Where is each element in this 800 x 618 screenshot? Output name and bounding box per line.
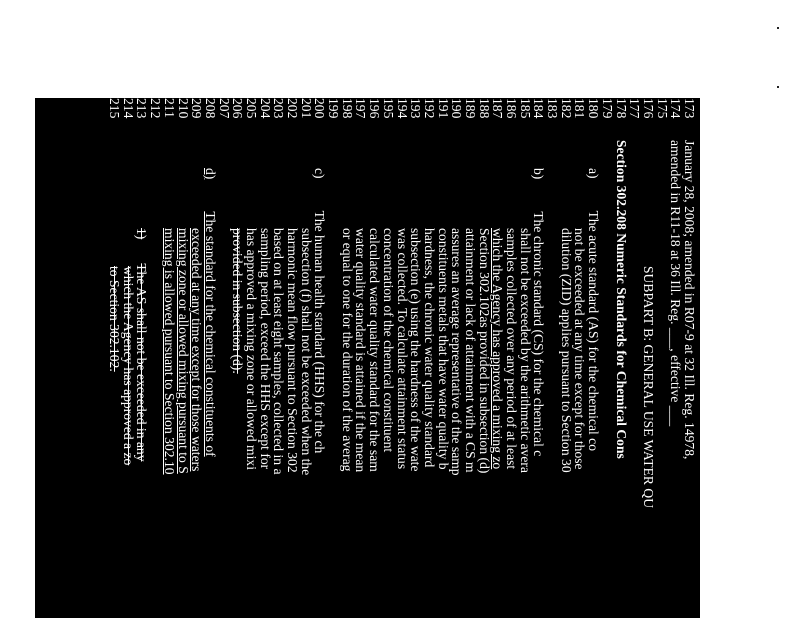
text-segment: to Section 302.102. — [107, 266, 123, 372]
line-number: 184 — [531, 98, 547, 119]
text-line — [203, 140, 217, 618]
text-line — [313, 140, 327, 618]
line-number: 213 — [134, 98, 150, 119]
text-line — [600, 140, 614, 618]
text-line — [340, 140, 354, 618]
text-segment: dilution (ZID) applies pursuant to Section 30 — [558, 228, 574, 473]
text-segment: not be exceeded at any time except for those — [572, 228, 588, 470]
line-number: 201 — [298, 98, 314, 119]
text-line — [395, 140, 409, 618]
text-segment: attainment or lack of attainment with a CS m — [463, 228, 478, 473]
text-segment: or equal to one for the duration of the averag — [339, 228, 355, 472]
text-line — [162, 140, 176, 618]
text-line — [587, 140, 601, 618]
text-line — [573, 140, 587, 618]
text-segment: hardness, the chronic water quality standard — [421, 228, 437, 468]
line-number: 212 — [148, 98, 164, 119]
line-number: 178 — [613, 98, 629, 119]
text-line — [422, 140, 436, 618]
text-line — [463, 140, 477, 618]
line-number: 207 — [216, 98, 232, 119]
line-number: 204 — [257, 98, 273, 119]
line-number: 187 — [490, 98, 506, 119]
text-line — [354, 140, 368, 618]
line-number: 210 — [175, 98, 191, 119]
line-number: 188 — [476, 98, 492, 119]
text-line — [682, 140, 696, 618]
line-number: 215 — [107, 98, 123, 119]
text-line — [436, 140, 450, 618]
text-line — [149, 140, 163, 618]
line-number: 177 — [627, 98, 643, 119]
section-heading — [614, 140, 628, 618]
text-segment: The standard for the chemical constituents of — [202, 211, 218, 457]
line-number: 173 — [682, 98, 697, 119]
text-segment: January 28, 2008; amended in R07-9 at 32 Ill. Reg. 14978, — [682, 140, 697, 460]
text-line — [217, 140, 231, 618]
text-segment: shall not be exceeded by the arithmetic avera — [517, 228, 533, 473]
text-segment: mixing is allowed pursuant to Section 302.10 — [161, 228, 177, 475]
subsection-marker: a) — [586, 168, 602, 179]
text-segment: which the Agency has approved a mixing zo — [490, 228, 506, 470]
line-number: 205 — [244, 98, 259, 119]
text-segment: Section 302.208 Numeric Standards for Chemical Cons — [613, 140, 629, 459]
text-segment: which the Agency has approved a zo — [120, 266, 136, 466]
line-number: 195 — [380, 98, 396, 119]
document-page — [35, 98, 700, 618]
subsection-marker: c) — [312, 168, 328, 179]
subsection-marker: d) — [202, 168, 218, 180]
subsection-marker: b) — [531, 168, 547, 180]
text-segment: amended in R11-18 at 36 Ill. Reg. ___, effective ___ — [668, 140, 684, 427]
line-number: 198 — [339, 98, 355, 119]
text-segment: SUBPART B: GENERAL USE WATER QU — [640, 266, 656, 509]
text-segment: subsection (f) shall not be exceeded when the — [298, 228, 314, 476]
line-number: 193 — [408, 98, 424, 119]
text-line — [135, 140, 149, 618]
line-number: 186 — [504, 98, 520, 119]
line-number: 194 — [394, 98, 410, 119]
line-number: 197 — [353, 98, 369, 119]
line-number: 209 — [189, 98, 205, 119]
document-text-column — [107, 140, 696, 618]
text-line — [285, 140, 299, 618]
line-number: 176 — [640, 98, 656, 119]
text-line — [107, 140, 121, 618]
text-segment: has approved a mixing zone or allowed mixi — [244, 228, 259, 470]
line-number: 190 — [449, 98, 465, 119]
line-number: 199 — [326, 98, 342, 119]
text-segment: The human health standard (HHS) for the ch — [312, 210, 328, 454]
text-segment: Section 302.102as provided in subsection (d) — [476, 228, 492, 474]
text-line — [491, 140, 505, 618]
text-segment: provided in subsection (d). — [230, 228, 246, 374]
text-segment: calculated water quality standard for the sam — [367, 228, 383, 472]
text-line — [368, 140, 382, 618]
line-number: 181 — [572, 98, 588, 119]
scan-speck — [777, 86, 779, 88]
text-line — [258, 140, 272, 618]
subpart-heading — [641, 140, 655, 618]
text-line — [231, 140, 245, 618]
text-line — [477, 140, 491, 618]
text-segment: The AS shall not be exceeded in any — [134, 263, 150, 462]
line-number: 175 — [654, 98, 670, 119]
text-segment: mixing zone or allowed mixing pursuant to S — [175, 228, 191, 474]
text-line — [244, 140, 258, 618]
line-number: 174 — [668, 98, 684, 119]
text-line — [272, 140, 286, 618]
subsection-marker: 1) — [134, 228, 150, 240]
text-segment: samples collected over any period of at least — [504, 228, 520, 470]
text-line — [381, 140, 395, 618]
text-line — [628, 140, 642, 618]
line-number: 200 — [312, 98, 328, 119]
line-number: 206 — [230, 98, 246, 119]
line-number-column — [107, 98, 696, 124]
text-line — [450, 140, 464, 618]
line-number: 208 — [202, 98, 218, 119]
text-line — [190, 140, 204, 618]
text-segment: The acute standard (AS) for the chemical co — [586, 210, 602, 451]
text-segment: The chronic standard (CS) for the chemical c — [531, 211, 547, 457]
text-line — [559, 140, 573, 618]
text-segment: constituents metals that have water quality b — [435, 228, 451, 470]
line-number: 179 — [599, 98, 615, 119]
line-number: 182 — [558, 98, 574, 119]
line-number: 214 — [120, 98, 136, 119]
text-segment: subsection (e) using the hardness of the wate — [408, 228, 424, 472]
rotated-document-scan — [35, 98, 700, 618]
text-line — [409, 140, 423, 618]
text-segment: exceeded at any time except for those waters — [189, 228, 205, 472]
line-number: 180 — [586, 98, 602, 119]
line-number: 183 — [545, 98, 561, 119]
text-segment: sampling period, exceed the HHS except for — [257, 228, 273, 470]
text-line — [669, 140, 683, 618]
scan-speck — [777, 27, 779, 29]
text-segment: concentration of the chemical constituent — [380, 228, 396, 453]
text-line — [176, 140, 190, 618]
text-line — [518, 140, 532, 618]
line-number: 192 — [421, 98, 437, 119]
line-number: 189 — [463, 98, 478, 119]
text-segment: was collected. To calculate attainment status — [394, 228, 410, 470]
text-segment: assures an average representative of the samp — [449, 228, 465, 476]
text-line — [504, 140, 518, 618]
line-number: 185 — [517, 98, 533, 119]
text-line — [545, 140, 559, 618]
text-line — [532, 140, 546, 618]
line-number: 196 — [367, 98, 383, 119]
line-number: 211 — [161, 98, 177, 118]
text-line — [655, 140, 669, 618]
text-segment: based on at least eight samples, collected in a — [271, 228, 287, 475]
text-segment: water quality standard is attained if the mean — [353, 228, 369, 473]
text-line — [326, 140, 340, 618]
text-segment: harmonic mean flow pursuant to Section 302 — [285, 228, 301, 473]
text-line — [121, 140, 135, 618]
text-line — [299, 140, 313, 618]
line-number: 203 — [271, 98, 287, 119]
line-number: 191 — [435, 98, 451, 119]
line-number: 202 — [285, 98, 301, 119]
